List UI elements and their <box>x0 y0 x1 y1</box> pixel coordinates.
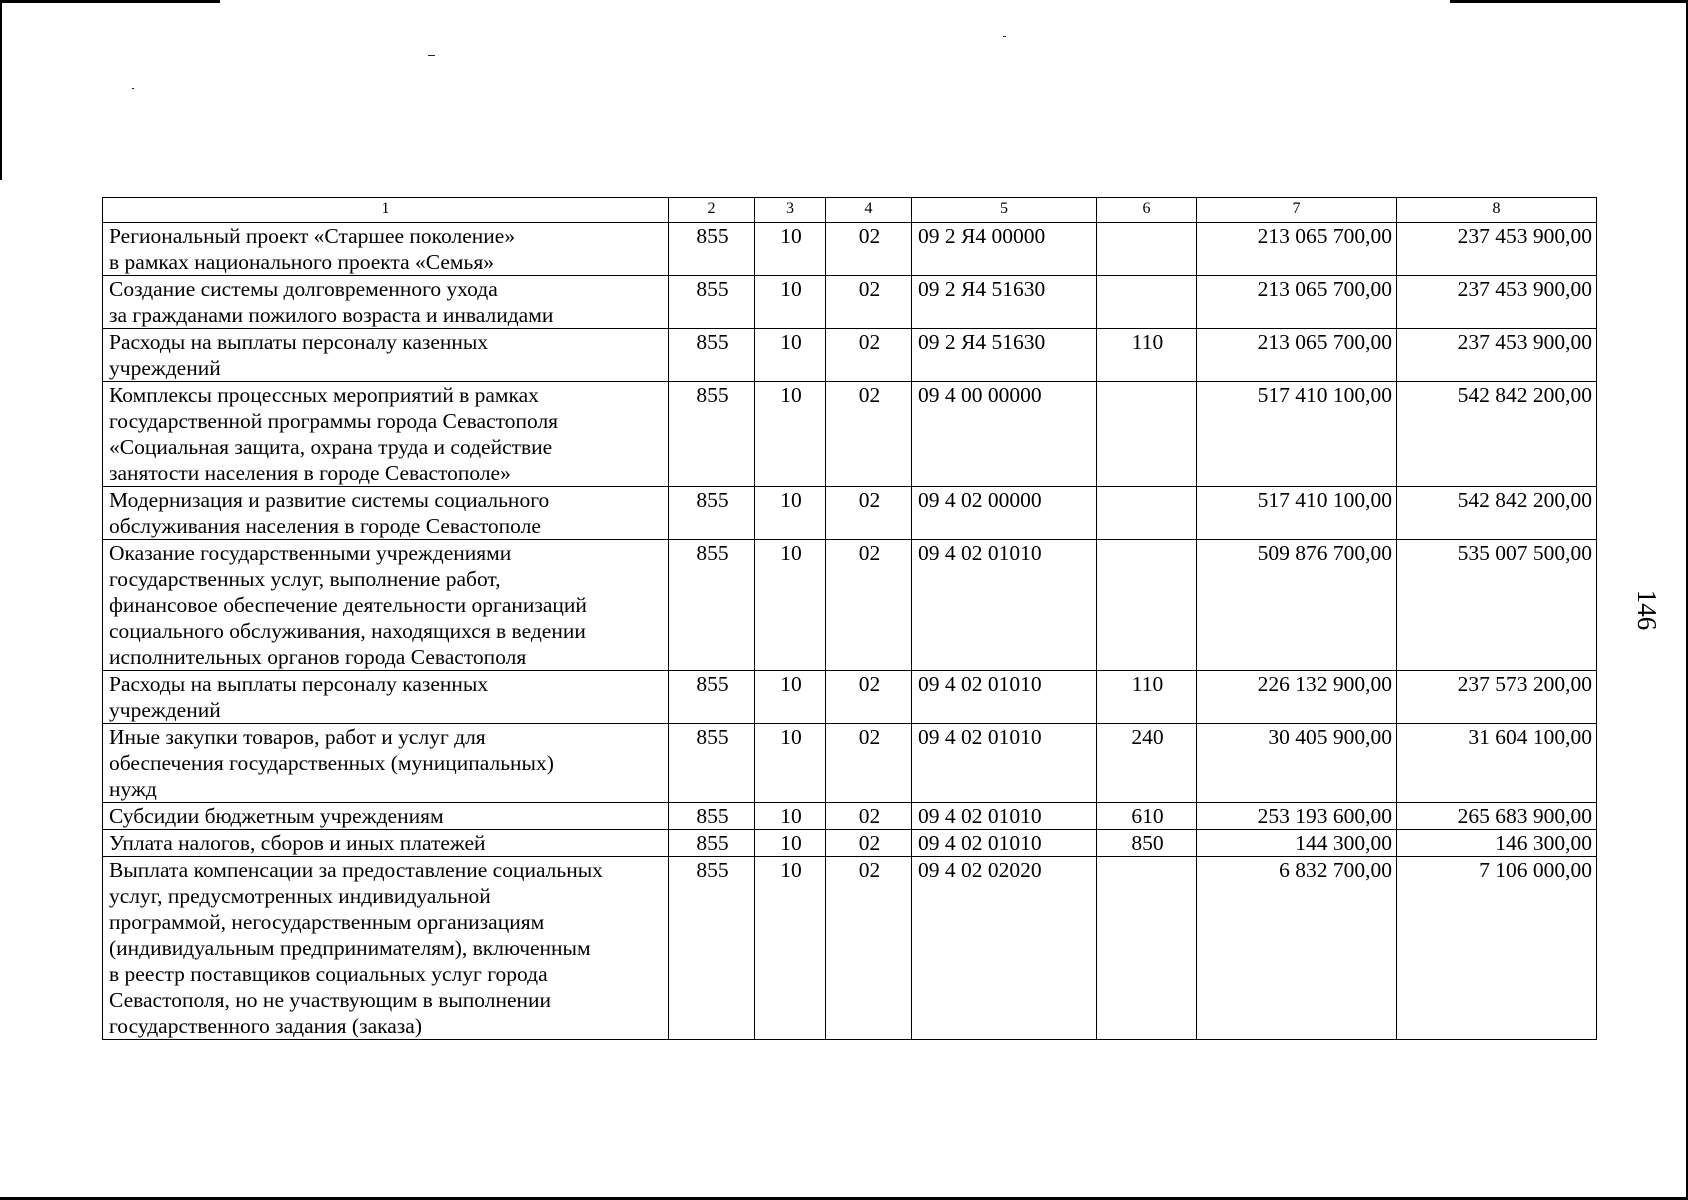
table-row <box>103 803 1597 830</box>
expense-name-cell: Уплата налогов, сборов и иных платежей <box>103 830 669 857</box>
expense-name-cell: Расходы на выплаты персоналу казенных учреждений <box>103 671 669 724</box>
section-code-cell: 10 <box>755 830 826 857</box>
subsection-code-cell: 02 <box>826 830 912 857</box>
subsection-code-cell: 02 <box>826 487 912 540</box>
subsection-code-cell: 02 <box>826 803 912 830</box>
scan-edge-left <box>0 0 2 180</box>
expense-type-cell: 610 <box>1097 803 1197 830</box>
amount-year-1-cell: 213 065 700,00 <box>1197 223 1397 276</box>
ministry-code-cell: 855 <box>669 540 755 671</box>
subsection-code-cell: 02 <box>826 276 912 329</box>
amount-year-1-cell: 213 065 700,00 <box>1197 276 1397 329</box>
amount-year-2-cell: 237 453 900,00 <box>1397 276 1597 329</box>
table-row <box>103 382 1597 487</box>
scan-edge-gap <box>220 0 1450 3</box>
section-code-cell: 10 <box>755 857 826 1040</box>
ministry-code-cell: 855 <box>669 223 755 276</box>
table-body <box>103 223 1597 1040</box>
amount-year-1-cell: 144 300,00 <box>1197 830 1397 857</box>
expense-name-cell: Региональный проект «Старшее поколение» в рамках национального проекта «Семья» <box>103 223 669 276</box>
table-row <box>103 540 1597 671</box>
expense-type-cell <box>1097 382 1197 487</box>
ministry-code-cell: 855 <box>669 382 755 487</box>
table-row <box>103 223 1597 276</box>
column-header-6: 6 <box>1097 198 1197 223</box>
expense-name-cell: Расходы на выплаты персоналу казенных учреждений <box>103 329 669 382</box>
section-code-cell: 10 <box>755 724 826 803</box>
column-header-1: 1 <box>103 198 669 223</box>
column-header-3: 3 <box>755 198 826 223</box>
amount-year-2-cell: 237 453 900,00 <box>1397 329 1597 382</box>
target-article-cell: 09 4 02 01010 <box>912 724 1097 803</box>
column-header-5: 5 <box>912 198 1097 223</box>
amount-year-2-cell: 7 106 000,00 <box>1397 857 1597 1040</box>
expense-type-cell <box>1097 857 1197 1040</box>
section-code-cell: 10 <box>755 803 826 830</box>
section-code-cell: 10 <box>755 540 826 671</box>
target-article-cell: 09 4 02 01010 <box>912 830 1097 857</box>
ministry-code-cell: 855 <box>669 329 755 382</box>
budget-table <box>102 197 1597 1040</box>
amount-year-2-cell: 265 683 900,00 <box>1397 803 1597 830</box>
section-code-cell: 10 <box>755 671 826 724</box>
column-header-8: 8 <box>1397 198 1597 223</box>
section-code-cell: 10 <box>755 382 826 487</box>
expense-name-cell: Выплата компенсации за предоставление социальных услуг, предусмотренных индивидуальной программой, негосударственным организациям (индивидуальным предпринимателям), включенным в реестр поставщиков социальных услуг города Севастополя, но не участвующим в выполнении государственного задания (заказа) <box>103 857 669 1040</box>
scan-speck <box>132 88 134 89</box>
subsection-code-cell: 02 <box>826 329 912 382</box>
expense-name-cell: Создание системы долговременного ухода за гражданами пожилого возраста и инвалидами <box>103 276 669 329</box>
expense-type-cell: 850 <box>1097 830 1197 857</box>
column-number-row <box>103 198 1597 223</box>
ministry-code-cell: 855 <box>669 724 755 803</box>
target-article-cell: 09 4 02 01010 <box>912 540 1097 671</box>
amount-year-1-cell: 517 410 100,00 <box>1197 382 1397 487</box>
target-article-cell: 09 2 Я4 51630 <box>912 329 1097 382</box>
amount-year-2-cell: 542 842 200,00 <box>1397 382 1597 487</box>
table-row <box>103 276 1597 329</box>
amount-year-2-cell: 146 300,00 <box>1397 830 1597 857</box>
column-header-2: 2 <box>669 198 755 223</box>
column-header-4: 4 <box>826 198 912 223</box>
section-code-cell: 10 <box>755 276 826 329</box>
table-row <box>103 487 1597 540</box>
expense-name-cell: Комплексы процессных мероприятий в рамках государственной программы города Севастополя «Социальная защита, охрана труда и содействие занятости населения в городе Севастополе» <box>103 382 669 487</box>
subsection-code-cell: 02 <box>826 223 912 276</box>
subsection-code-cell: 02 <box>826 724 912 803</box>
ministry-code-cell: 855 <box>669 487 755 540</box>
ministry-code-cell: 855 <box>669 803 755 830</box>
ministry-code-cell: 855 <box>669 671 755 724</box>
target-article-cell: 09 4 02 00000 <box>912 487 1097 540</box>
subsection-code-cell: 02 <box>826 382 912 487</box>
page-number: 146 <box>1632 589 1662 631</box>
target-article-cell: 09 4 02 01010 <box>912 671 1097 724</box>
expense-type-cell <box>1097 276 1197 329</box>
table-row <box>103 671 1597 724</box>
amount-year-2-cell: 542 842 200,00 <box>1397 487 1597 540</box>
amount-year-1-cell: 213 065 700,00 <box>1197 329 1397 382</box>
amount-year-1-cell: 30 405 900,00 <box>1197 724 1397 803</box>
expense-type-cell: 110 <box>1097 329 1197 382</box>
scan-speck <box>1003 36 1006 37</box>
target-article-cell: 09 4 02 01010 <box>912 803 1097 830</box>
expense-type-cell <box>1097 487 1197 540</box>
table-row <box>103 830 1597 857</box>
amount-year-2-cell: 237 573 200,00 <box>1397 671 1597 724</box>
amount-year-2-cell: 237 453 900,00 <box>1397 223 1597 276</box>
expense-type-cell: 240 <box>1097 724 1197 803</box>
amount-year-1-cell: 517 410 100,00 <box>1197 487 1397 540</box>
scan-speck <box>428 55 435 56</box>
subsection-code-cell: 02 <box>826 671 912 724</box>
subsection-code-cell: 02 <box>826 540 912 671</box>
expense-name-cell: Модернизация и развитие системы социального обслуживания населения в городе Севастополе <box>103 487 669 540</box>
expense-type-cell <box>1097 223 1197 276</box>
section-code-cell: 10 <box>755 487 826 540</box>
table-row <box>103 857 1597 1040</box>
target-article-cell: 09 2 Я4 00000 <box>912 223 1097 276</box>
table-row <box>103 329 1597 382</box>
expense-type-cell <box>1097 540 1197 671</box>
subsection-code-cell: 02 <box>826 857 912 1040</box>
amount-year-1-cell: 6 832 700,00 <box>1197 857 1397 1040</box>
ministry-code-cell: 855 <box>669 857 755 1040</box>
expense-name-cell: Оказание государственными учреждениями государственных услуг, выполнение работ, финансовое обеспечение деятельности организаций социального обслуживания, находящихся в ведении исполнительных органов города Севастополя <box>103 540 669 671</box>
section-code-cell: 10 <box>755 223 826 276</box>
amount-year-2-cell: 535 007 500,00 <box>1397 540 1597 671</box>
table-header <box>103 198 1597 223</box>
section-code-cell: 10 <box>755 329 826 382</box>
target-article-cell: 09 4 00 00000 <box>912 382 1097 487</box>
amount-year-1-cell: 226 132 900,00 <box>1197 671 1397 724</box>
expense-name-cell: Субсидии бюджетным учреждениям <box>103 803 669 830</box>
amount-year-1-cell: 509 876 700,00 <box>1197 540 1397 671</box>
amount-year-1-cell: 253 193 600,00 <box>1197 803 1397 830</box>
ministry-code-cell: 855 <box>669 276 755 329</box>
amount-year-2-cell: 31 604 100,00 <box>1397 724 1597 803</box>
target-article-cell: 09 4 02 02020 <box>912 857 1097 1040</box>
expense-type-cell: 110 <box>1097 671 1197 724</box>
target-article-cell: 09 2 Я4 51630 <box>912 276 1097 329</box>
table-row <box>103 724 1597 803</box>
expense-name-cell: Иные закупки товаров, работ и услуг для обеспечения государственных (муниципальных) нужд <box>103 724 669 803</box>
column-header-7: 7 <box>1197 198 1397 223</box>
ministry-code-cell: 855 <box>669 830 755 857</box>
